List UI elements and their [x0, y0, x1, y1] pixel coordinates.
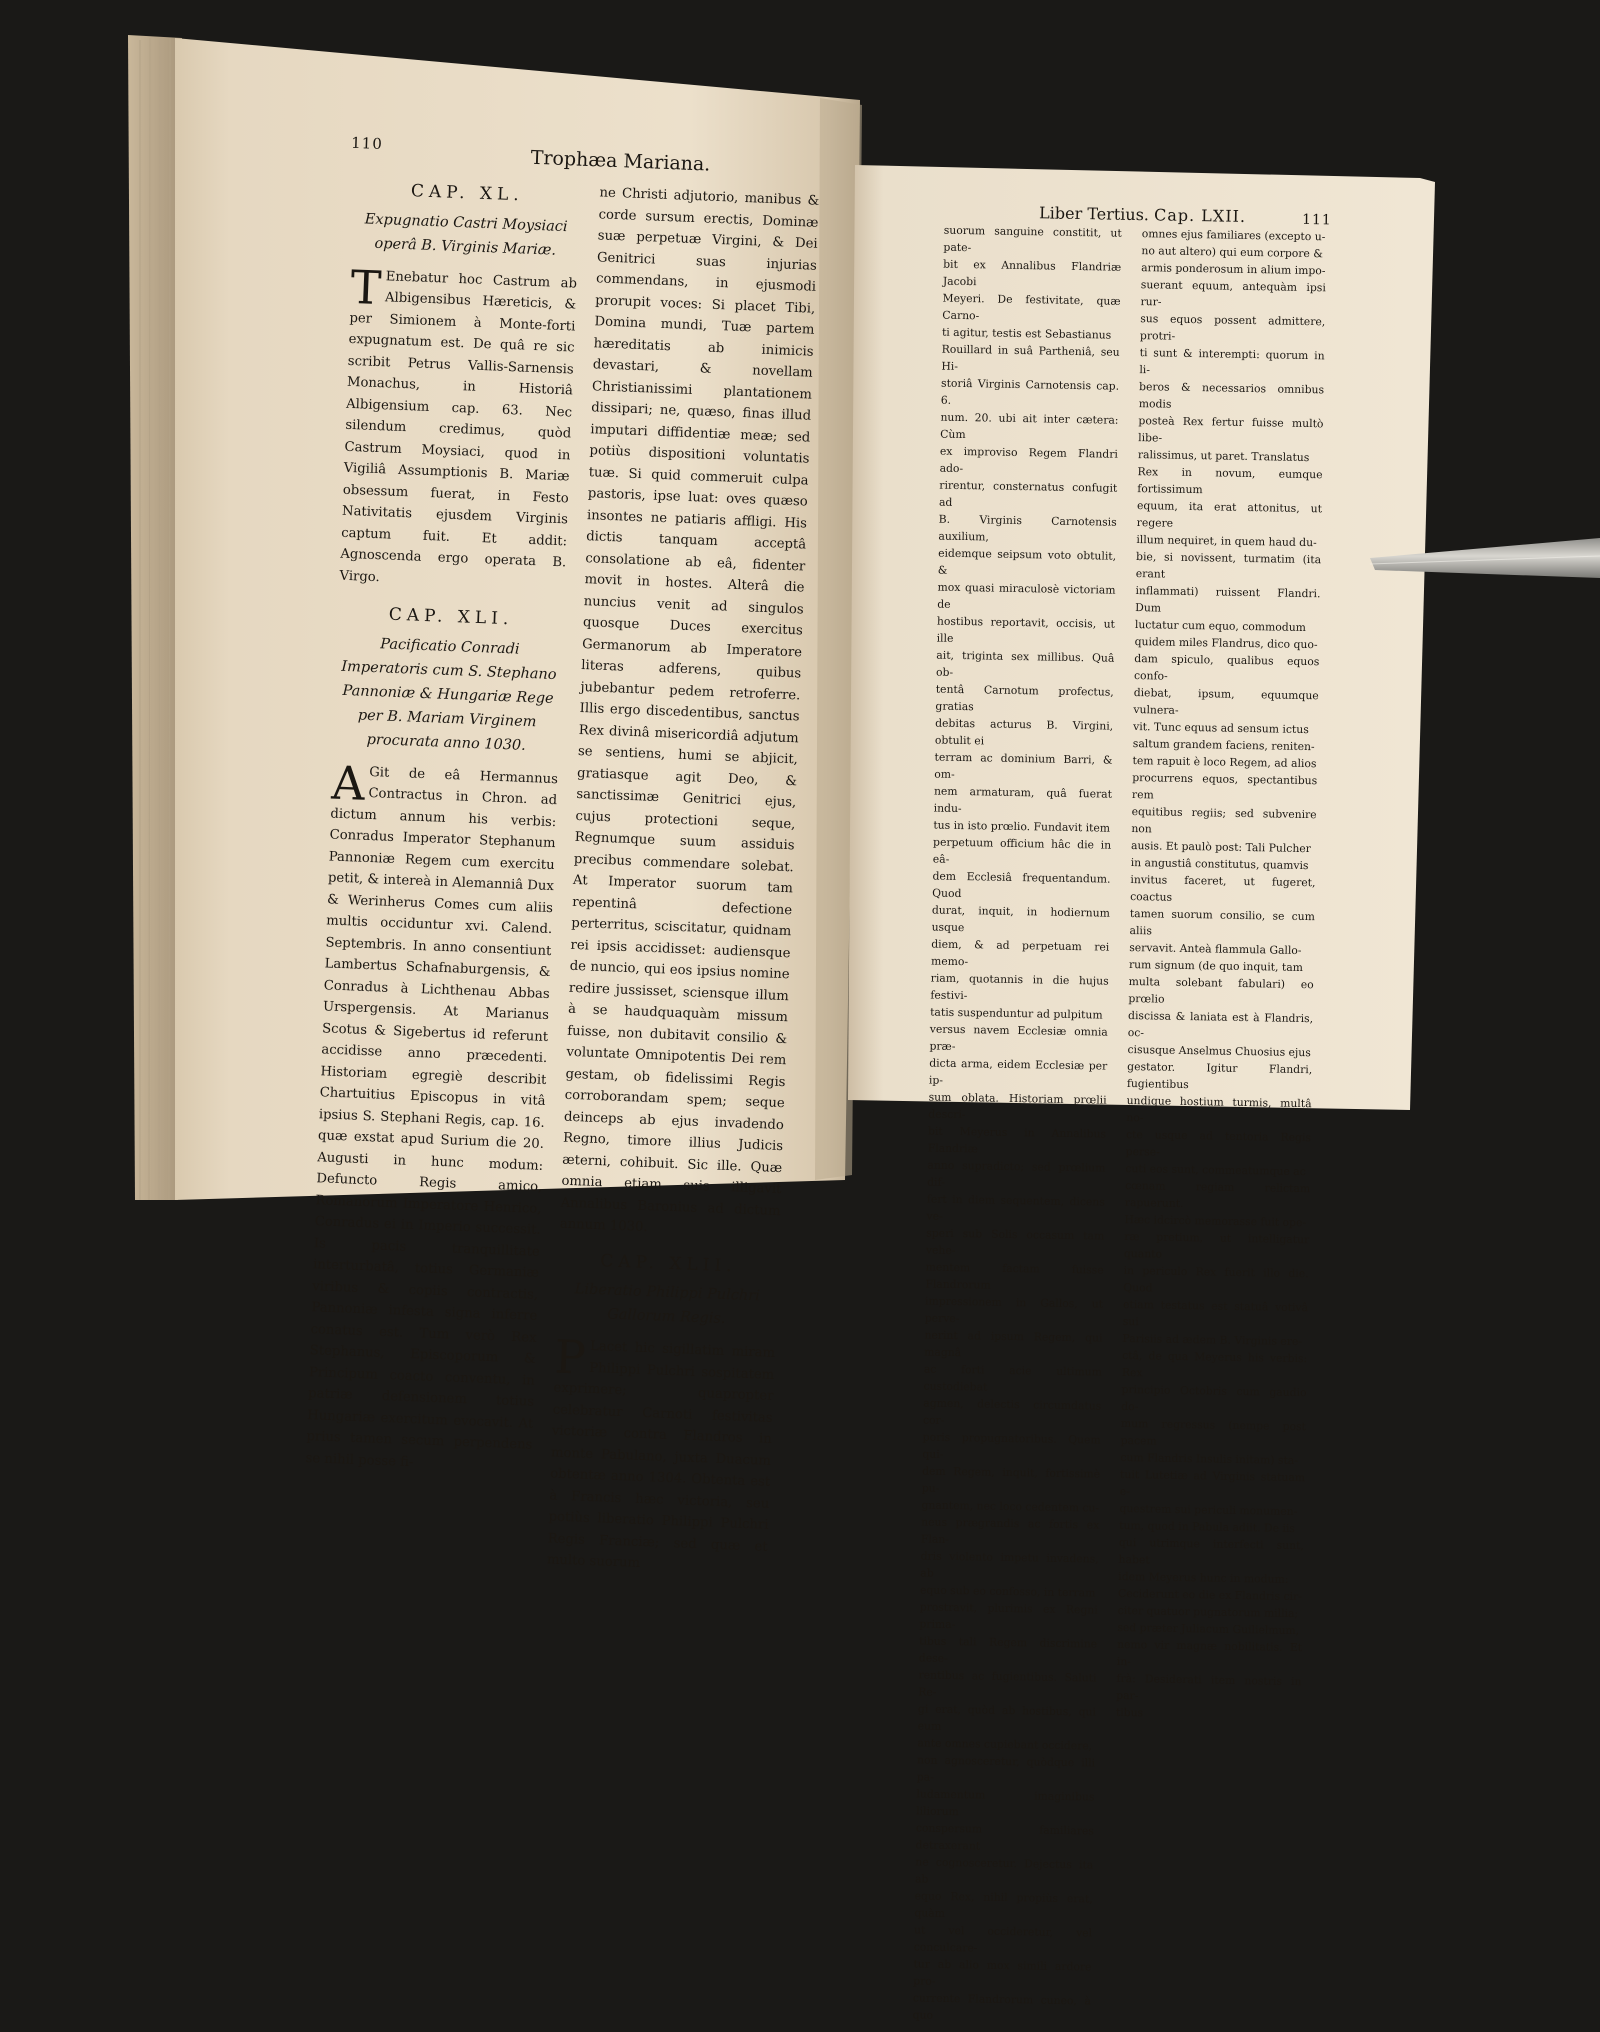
running-title-right: Liber Tertius. [1038, 203, 1150, 225]
text-line: gi erat, quòd ab hostibus, qui eum [917, 1702, 1097, 1733]
chapter-heading-xl: CAP. XL. [410, 181, 525, 206]
left-column-2 [547, 182, 820, 1579]
text-line: num. 20. ubi ait inter cætera: Cùm [940, 410, 1119, 442]
right-column-1 [912, 222, 1121, 2027]
chapter-title-xli: Pacificatio Conradi Imperatoris cum S. Stephano Pannoniæ & Hungariæ Rege per B. Mariam Virginem procurata anno 1030. [341, 635, 557, 754]
left-page [105, 40, 849, 1571]
text-line: saltum grandem faciens, reniten- [1132, 737, 1315, 754]
text-line: nemo vir magnæ nobilitatis. Et in- [1116, 1637, 1303, 1669]
text-line: procurrens equos, spectantibus rem [1131, 771, 1318, 802]
text-line: ralissimus, ut paret. Translatus [1137, 448, 1310, 465]
text-line: non agnosceretur, quòdque illi pa- [916, 1753, 1096, 1784]
chapter-text-xlii [546, 1329, 776, 1580]
text-line: sum oblata. Historiam prœlii descri- [928, 1090, 1107, 1122]
text-line: dicta arma, eidem Ecclesiæ per ip- [928, 1056, 1108, 1087]
text-line: terram ac dominium Barri, & om- [934, 750, 1113, 781]
chapter-title-xlii: Liberatio Philippi Pulchri Gallorum Regis. [574, 1281, 761, 1328]
text-line: omnes ejus familiares (excepto u- [1141, 227, 1326, 244]
text-line: ante omnes cupiebant occidere, [917, 1736, 1093, 1753]
text-line: ludamentum imaginibus liliorum [916, 1787, 1095, 1819]
text-line: rentibus ac fugientibus. Saluti Re- [918, 1668, 1097, 1699]
text-line: Rex in novum, eumque fortissimum [1137, 465, 1323, 497]
page-number-right: 111 [1301, 211, 1332, 229]
text-line: principio Octobris cum gaudio do- [1121, 1382, 1307, 1414]
page-number-left: 110 [350, 133, 384, 154]
text-line: riam, quotannis in die hujus festivi- [930, 971, 1109, 1003]
text-line: ne cognosceretur. Dejectus ita ab [914, 1855, 1094, 1886]
text-line: storiâ Virginis Carnotensis cap. 6. [940, 376, 1120, 407]
text-line: neus prægrandis ac fortis ex Flan- [920, 1515, 1100, 1546]
text-line: gnantem, nec loco cedentem cu- [921, 1498, 1100, 1515]
text-line: tibus tali Regem discrimine dese- [918, 1634, 1098, 1665]
chapter-body-xl: Enebatur hoc Castrum ab Albigensibus Hæreticis, & per Simionem à Monte-forti expugnatum est. De quâ re sic scribit Petrus Vallis-Sarnensis Monachus, in Historiâ Albigensium cap. 63. Nec silendum credimus, quòd Castrum Moysiaci, quod in Vigiliâ Assumptionis B. Mariæ obsessum fuerat, in Festo Nativitatis ejusdem Virginis captum fuit. Et addit: Agnoscenda ergo operata B. Virgo. [339, 268, 578, 585]
text-line: prostravit, plurimis ex Regni prima- [919, 1600, 1098, 1632]
right-page [834, 160, 1445, 2022]
text-line: nem armaturam, quâ fuerat indu- [933, 784, 1113, 816]
text-line: discissa & laniata est à Flandris, oc- [1127, 1008, 1314, 1040]
text-line: currente Flandrorum cuneo, à quo [912, 1991, 1092, 2022]
text-line: dem Regem, inquit, fortissimè pu- [921, 1464, 1101, 1495]
text-line: ac forti acie ultimum custodiebat [923, 1362, 1102, 1394]
text-line: bie, si novissent, turmatim (ita erant [1135, 550, 1322, 581]
text-line: tatis suspenduntur ad pulpitum [930, 1005, 1103, 1022]
text-line: poris propugnatoribus. Quem qui- [922, 1430, 1101, 1461]
text-line: quidem miles Flandrus, dico quo- [1134, 635, 1318, 652]
text-line: tem rapuit è loco Regem, ad alios [1132, 754, 1317, 771]
text-line: etiam testatus est statuâ votivâ sui [1122, 1297, 1309, 1329]
text-line: cœnam regiam relictam rapuerunt. [1124, 1178, 1311, 1210]
text-line: diem, & ad perpetuam rei memo- [930, 937, 1110, 969]
text-line: dem Ecclesiâ frequentandum. Quod [932, 869, 1111, 901]
text-line: equum, ita erat attonitus, ut regere [1136, 499, 1323, 530]
text-line: Rouillard in suâ Partheniâ, seu Hi- [941, 342, 1120, 373]
text-line: questrem sui periculi monumen- [1119, 1501, 1298, 1519]
text-line: cisusque Anselmus Chuosius ejus [1127, 1042, 1311, 1060]
text-line: citer quatuor pugnatorum millia; [1117, 1603, 1299, 1621]
chapter-text-xli [305, 755, 559, 1478]
text-line: ait, triginta sex millibus. Quâ ob- [935, 648, 1115, 679]
text-line: perpetuum officium hâc die in eâ- [932, 835, 1112, 866]
chapter-body-xlii: Lacet hic sigillatim miram Philippi Pulchri sospitatem exprimere; quapropter celebratur Carnoti festivitas victoriæ contra Flandros in monte Pabulano, juxta Duacum obtentæ anno 1304. Obtenta est à Francis hæc victoria, seu potiùs liberatio Philippi Pulchri Regis Franciæ; sed quæ et multo suorum [546, 1338, 776, 1571]
text-line: Hæc idcircò memorasse fuit ope- [1124, 1212, 1307, 1230]
text-line: inflammati) ruissent Flandri. Dum [1135, 584, 1321, 615]
text-line: equo Rex, nihil propiùs erat, quàm [914, 1889, 1093, 1920]
text-line: luctatur cum equo, commodum [1134, 618, 1307, 635]
text-line: sed præter Juliacum Guilielmum, [1117, 1620, 1300, 1638]
text-line: mox quasi miraculosè victoriam de [937, 580, 1116, 611]
text-line: speri sub Solis occasum tam vehe- [925, 1226, 1105, 1258]
text-line: debitas acturus B. Virgini, obtulit ei [934, 716, 1114, 748]
text-line: suerant equum, antequàm ipsi rur- [1140, 278, 1326, 309]
text-line: mum regressus (nempe post pacem [1120, 1416, 1307, 1448]
text-line: versus navem Ecclesiæ omnia præ- [929, 1022, 1108, 1053]
text-line: tentâ Carnotum profectus, gratias [935, 682, 1114, 714]
text-line: armis ponderosum in alium impo- [1141, 261, 1326, 278]
text-line: qui utrimque interfecti sunt, habet [1118, 1535, 1304, 1567]
text-line: ctâ, de qua Meyerus his verbis: Rex [1121, 1348, 1308, 1380]
text-line: hostibus reportavit, occisis, ut ille [936, 614, 1116, 645]
continued-text-xli: ne Christi adjutorio, manibus & corde sursum erectis, Dominæ suæ perpetuæ Virgini, & Dei Genitrici suas injurias commendans, in ejusmodi prorupit voces: Si placet Tibi, Domina mundi, Tuæ partem hæreditatis ab inimicis devastari, & novellam Christianissimi plantationem dissipari; ne, quæso, finas illud imputari diffidentiæ meæ; sed potiùs dispositioni voluntatis tuæ. Si quid commeruit culpa pastoris, ipse luat: oves quæso insontes ne patiaris affligi. His dictis tanquam acceptâ consolatione ab eâ, fidenter movit in hostes. Alterâ die nuncius venit ad singulos quosque Duces exercitus Germanorum ab Imperatore literas adferens, quibus jubebantur pedem retroferre. Illis ergo discedentibus, sanctus Rex divinâ misericordiâ adjutum se sentiens, humi se abjicit, gratiasque agit Deo, & sanctissimæ Genitrici ejus, cujus protectioni seque, Regnumque suum assiduis precibus commendare solebat. At Imperator suorum tam repentinâ defectione perterritus, sciscitatur, quidnam rei ipsis accidisset: audiensque de nuncio, qui eos ipsius nomine redire jussisset, sciensque illum à se haudquaquàm missum fuisse, non dubitavit consilio & voluntate Omnipotentis Dei rem gestam, ob fidelissimi Regis corroborandam spem; seque deinceps ab ejus invadendo Regno, timore illius Judicis æterni, cohibuit. Sic ille. Quæ omnia etiam suis illigavit Annalibus Baronius ad dictum annum 1030. [559, 185, 820, 1235]
text-line: dris violento impetu invadens, ab [920, 1549, 1099, 1580]
text-line: agmen, delectis circumdatus cor- [922, 1396, 1102, 1427]
running-title-left: Trophæa Mariana. [530, 146, 711, 176]
text-line: ex improviso Regem Flandri ado- [939, 444, 1119, 476]
text-line: bit ex Annalibus Flandriæ Jacobi [942, 257, 1122, 289]
chapter-title-xl: Expugnatio Castri Moysiaci operâ B. Virginis Mariæ. [364, 210, 568, 259]
chapter-label-right: Cap. LXII. [1153, 205, 1247, 226]
text-line: no aut altero) qui eum corpore & [1141, 244, 1324, 261]
text-line: cum Flandris Insulis initam) sta- [1120, 1450, 1299, 1468]
text-line: cte usque ad tentoria Regis perse- [1125, 1127, 1312, 1159]
text-line: rum signum (de quo inquit, tam [1128, 957, 1304, 975]
text-line: ti agitur, testis est Sebastianus [941, 325, 1112, 342]
left-column-1 [305, 173, 581, 1478]
chapter-heading-xli: CAP. XLI. [388, 604, 514, 630]
text-line: fert in diem sequentem, dicens ve- [926, 1192, 1105, 1223]
text-line: vit. Tunc equus ad sensum ictus [1133, 720, 1309, 737]
text-line: anno supradicto; sed prœlium dif- [927, 1158, 1106, 1189]
text-line: durat, inquit, in hodiernum usque [931, 903, 1111, 935]
text-line: bit Meyerus in Annalibus Flandriæ [927, 1124, 1107, 1156]
text-line: Ceciderunt eo die ex Flandris cir- [1117, 1586, 1302, 1604]
text-line: sus equos possent admittere, protri- [1139, 312, 1326, 343]
text-line: undique hostium turmis, multâ no- [1126, 1093, 1312, 1125]
text-line: mentem factam fuisse Flandrorum [925, 1260, 1104, 1292]
text-line: servavit. Anteà flammula Gallo- [1129, 940, 1302, 957]
text-line: rirentur, consternatus confugit ad [938, 478, 1118, 509]
text-line: eidemque seipsum voto obtulit, & [937, 546, 1117, 577]
chapter-body-xli: Git de eâ Hermannus Contractus in Chron. ad dictum annum his verbis: Conradus Imperator Stephanum Pannoniæ Regem cum exercitu petit, & intereà in Alemanniâ Dux & Werinherus Comes cum aliis multis occiduntur xvi. Calend. Septembris. In anno consentiunt Lambertus Schafnaburgensis, & Conradus à Lichthenau Abbas Urspergensis. At Marianus Scotus & Sigebertus id referunt accidisse anno præcedenti. Historiam egregiè describit Chartuitius Episcopus in vitâ ipsius S. Stephani Regis, cap. 16. quæ exstat apud Surium die 20. Augusti in hunc modum: Defuncto Regis amico, Romanorum Imperatore Henrico, Conradus ei in Imperio successit. Is pacis tranquillitate interturbatâ, totius Germaniæ viribus & copiis contractis, Pannoniæ infesta signa inferre conatus est. Tum verò Rex Stephanus, Episcoporum & Principum coacto conventu, in patriæ defensionem totius Hungariæ exercitum evocavit. At prius tamen secum perpendens se nihil posse fi- [305, 764, 559, 1470]
text-line: Meyeri. De festivitate, quæ Carno- [942, 291, 1121, 323]
drop-cap-a: A [330, 755, 366, 811]
text-line: idem Meyerus hunc in modum: [1118, 1569, 1289, 1586]
text-line: in periculo Rex fuerit illo die. Quod [1123, 1263, 1309, 1295]
text-line: invitus faceret, ut fugeret, coactus [1130, 873, 1316, 904]
chapter-heading-xlii: CAP. XLII. [599, 1250, 737, 1276]
text-line: tur ab alio mox simili ardore pro- [913, 1957, 1092, 1988]
text-line: posteà Rex fertur fuisse multò libe- [1138, 414, 1324, 445]
text-line: ut vel occideretur, vel conculcare- [913, 1923, 1093, 1955]
text-line: in angustiâ constitutus, quamvis [1130, 856, 1309, 873]
text-line: impressionem in Gallos, ut perve- [924, 1294, 1104, 1326]
text-line: frà: Desiderati item nostris in par- [1116, 1671, 1302, 1703]
text-line: suorum sanguine constitit, ut pate- [943, 223, 1122, 255]
text-line: tus in isto prœlio. Fundavit item [933, 818, 1111, 835]
text-line: multa solebant fabulari) eo prœlio [1128, 974, 1314, 1006]
text-line: conspersum familiares detraxerant [915, 1821, 1094, 1853]
text-line: equo sub eo confosso, in terram [919, 1583, 1096, 1600]
text-line: tuit Lutetiæ ad Virginis statuam e- [1119, 1467, 1306, 1499]
text-line: illum nequiret, in quem haud du- [1136, 533, 1317, 550]
drop-cap-t: T [349, 259, 383, 315]
right-column-2 [1116, 225, 1327, 1724]
text-line: dam spiculo, qualibus equos confo- [1133, 652, 1320, 683]
drop-cap-p: P [553, 1329, 587, 1385]
chapter-text-xl [339, 259, 578, 595]
text-line: tamen suorum consilio, se cum aliis [1129, 907, 1315, 938]
text-line: Parisiis ad ædem B. Virginis ere- [1122, 1331, 1303, 1349]
text-line: tibus [1115, 1705, 1144, 1720]
text-line: nerint ad ipsum Regem, qui magnâ [924, 1328, 1103, 1360]
text-line: B. Virginis Carnotensis auxilium, [938, 512, 1117, 544]
text-line: ræ pretium, ut intelligatur quanto [1123, 1229, 1310, 1261]
text-line: gestator. Igitur Flandri, fugientibus [1126, 1059, 1313, 1092]
text-line: ti sunt & interempti: quorum in li- [1139, 346, 1325, 377]
text-line: diebat, ipsum, equumque vulnera- [1133, 686, 1319, 717]
text-line: equitibus regiis; sed subvenire non [1131, 805, 1317, 836]
text-line: tum, quod in Pabula adiit. De iis [1119, 1518, 1296, 1535]
text-line: ausis. Et paulò post: Tali Pulcher [1130, 839, 1312, 856]
text-line: beros & necessarios omnibus modis [1138, 380, 1325, 411]
text-line: cuti eos sunt, commeatumque ac [1125, 1161, 1306, 1179]
